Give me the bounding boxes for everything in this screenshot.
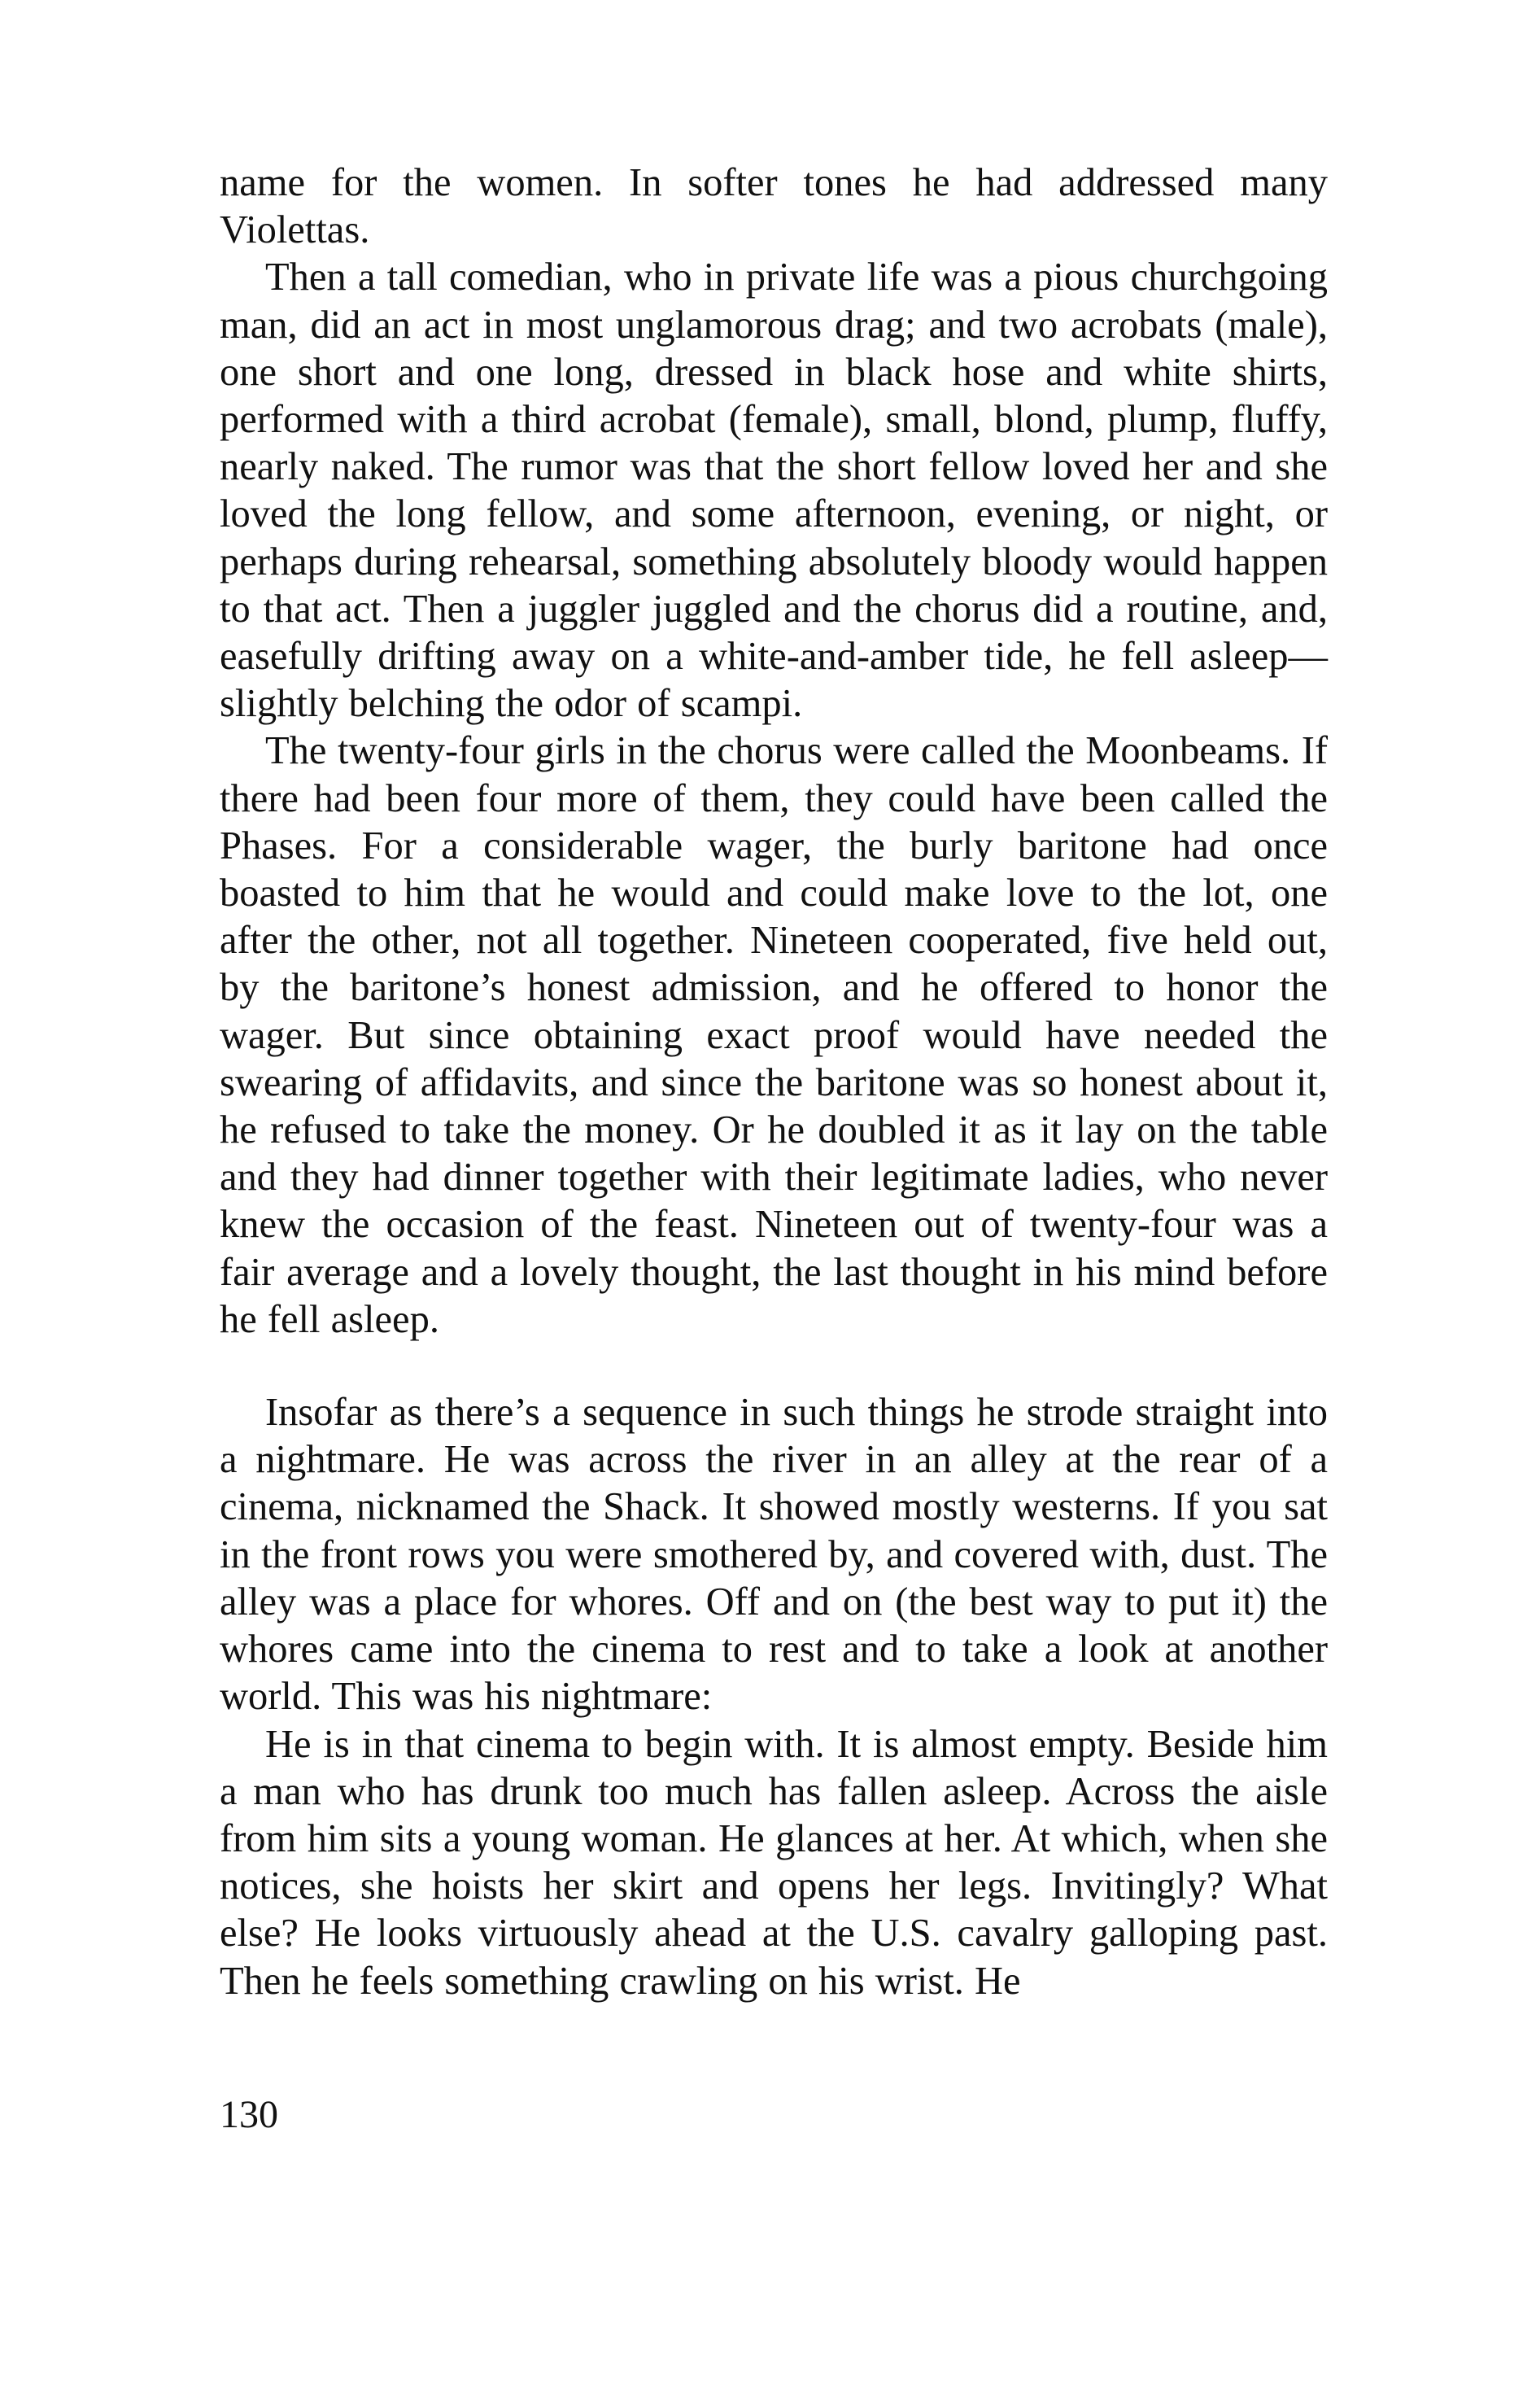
- paragraph-1: name for the women. In softer tones he had addressed many Violettas.: [220, 161, 1328, 252]
- paragraph-4: Insofar as there’s a sequence in such things he strode straight into a nightmare. He was across the river in an alley at the rear of a cinema, nicknamed the Shack. It showed mostly westerns. If you sat in the front rows you were smothered by, and covered with, dust. The alley was a place for whores. Off and on (the best way to put it) the whores came into the cinema to rest and to take a look at another world. This was his nightmare:: [220, 1391, 1328, 1719]
- page-body: [220, 160, 1328, 2005]
- paragraph-3: The twenty-four girls in the chorus were called the Moonbeams. If there had been four more of them, they could have been called the Phases. For a considerable wager, the burly baritone had once boasted to him that he would and could make love to the lot, one after the other, not all together. Nineteen cooperated, five held out, by the baritone’s honest admission, and he offered to honor the wager. But since obtaining exact proof would have needed the swearing of affidavits, and since the baritone was so honest about it, he refused to take the money. Or he doubled it as it lay on the table and they had dinner together with their legitimate ladies, who never knew the occasion of the feast. Nineteen out of twenty-four was a fair average and a lovely thought, the last thought in his mind before he fell asleep.: [220, 729, 1328, 1341]
- paragraph-5: He is in that cinema to begin with. It is almost empty. Beside him a man who has drunk too much has fallen asleep. Across the aisle from him sits a young woman. He glances at her. At which, when she notices, she hoists her skirt and opens her legs. Invitingly? What else? He looks virtuously ahead at the U.S. cavalry galloping past. Then he feels something crawling on his wrist. He: [220, 1722, 1328, 2003]
- paragraph-2: Then a tall comedian, who in private life was a pious churchgoing man, did an act in most unglamorous drag; and two acrobats (male), one short and one long, dressed in black hose and white shirts, performed with a third acrobat (female), small, blond, plump, fluffy, nearly naked. The rumor was that the short fellow loved her and she loved the long fellow, and some afternoon, evening, or night, or perhaps during rehearsal, something absolutely bloody would happen to that act. Then a juggler juggled and the chorus did a routine, and, easefully drifting away on a white-and-amber tide, he fell asleep—slightly belching the odor of scampi.: [220, 256, 1328, 726]
- page-number: 130: [220, 2093, 278, 2136]
- section-break: [220, 1344, 1328, 1389]
